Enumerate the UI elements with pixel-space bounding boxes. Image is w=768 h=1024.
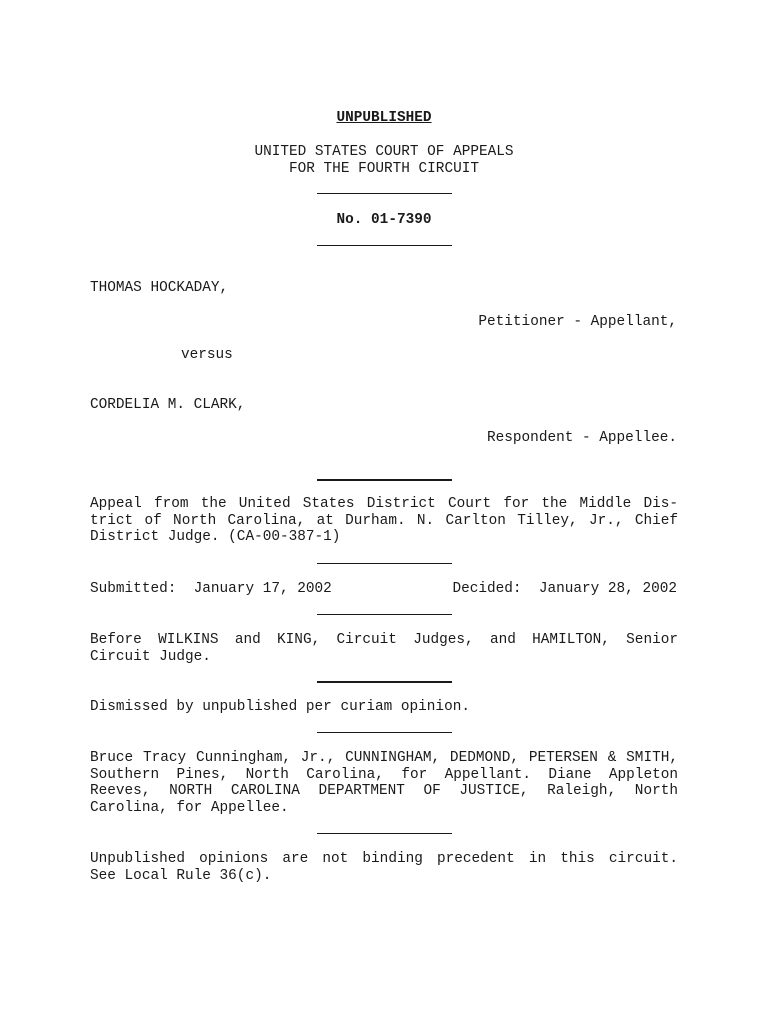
notice-line: See Local Rule 36(c). [90,867,272,884]
counsel-line: Carolina, for Appellee. [90,799,289,816]
divider-rule [317,614,452,615]
divider-rule [317,833,452,834]
court-name-line2: FOR THE FOURTH CIRCUIT [289,161,479,177]
counsel-line: Bruce Tracy Cunningham, Jr., CUNNINGHAM, DEDMOND, PETERSEN & SMITH, [90,750,678,766]
respondent-role: Respondent - Appellee. [487,430,677,446]
panel-line: Circuit Judge. [90,648,211,665]
divider-rule [317,681,452,683]
respondent-name: CORDELIA M. CLARK, [90,397,246,413]
petitioner-name: THOMAS HOCKADAY, [90,280,229,296]
appeal-line: District Judge. (CA-00-387-1) [90,529,341,546]
case-number: No. 01-7390 [336,212,432,228]
unpublished-heading: UNPUBLISHED [336,110,432,126]
appeal-paragraph [90,496,678,546]
petitioner-role: Petitioner - Appellant, [478,314,677,330]
panel-paragraph [90,632,678,665]
counsel-line: Reeves, NORTH CAROLINA DEPARTMENT OF JUSTICE, Raleigh, North [90,783,678,800]
court-name-line1: UNITED STATES COURT OF APPEALS [254,144,514,160]
appeal-line: Appeal from the United States District Court for the Middle Dis- [90,496,678,512]
versus-label: versus [181,347,233,363]
notice-paragraph [90,851,678,884]
appeal-line: trict of North Carolina, at Durham. N. Carlton Tilley, Jr., Chief [90,512,678,529]
submitted-date: Submitted: January 17, 2002 [90,581,332,597]
disposition-text: Dismissed by unpublished per curiam opinion. [90,699,470,715]
decided-date: Decided: January 28, 2002 [452,581,677,597]
counsel-paragraph [90,750,678,816]
divider-rule [317,193,452,194]
counsel-line: Southern Pines, North Carolina, for Appellant. Diane Appleton [90,766,678,783]
divider-rule [317,563,452,564]
divider-rule [317,732,452,733]
panel-line: Before WILKINS and KING, Circuit Judges, and HAMILTON, Senior [90,632,678,648]
notice-line: Unpublished opinions are not binding precedent in this circuit. [90,851,678,867]
divider-rule [317,479,452,481]
divider-rule [317,245,452,246]
